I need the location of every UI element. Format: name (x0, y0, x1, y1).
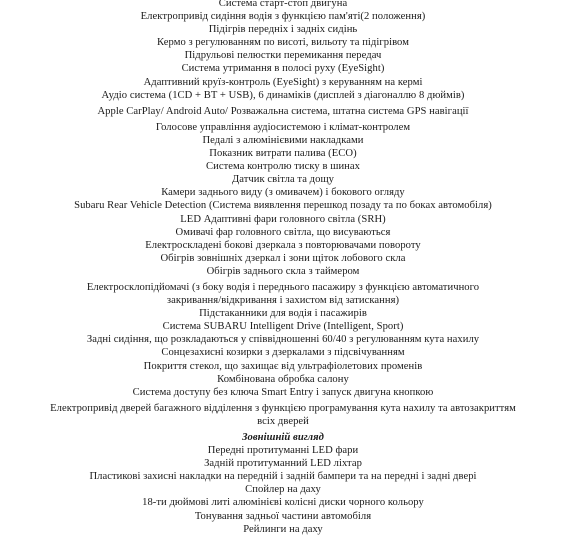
feature-line: Електроскладені бокові дзеркала з повторювачами повороту (145, 239, 421, 251)
feature-line: Показник витрати палива (ECO) (209, 148, 357, 160)
feature-line: Комбінована обробка салону (217, 373, 349, 385)
feature-line: Електросклопідйомачі (з боку водія і переднього пасажиру з функцією автоматичного (86, 281, 480, 293)
feature-line: Підстаканники для водія і пасажирів (199, 308, 367, 320)
feature-line: Subaru Rear Vehicle Detection (Система виявлення перешкод позаду та по боках автомобіля) (74, 200, 492, 212)
feature-line: Електропривід дверей багажного відділення з функцією програмування кута нахилу та автозакриттям (50, 402, 516, 414)
feature-line: Тонування задньої частини автомобіля (194, 510, 372, 522)
feature-line: Обігрів зовнішніх дзеркал і зони щіток лобового скла (160, 252, 406, 264)
feature-line: Голосове управління аудіосистемою і клімат-контролем (155, 121, 411, 133)
feature-line: всіх дверей (257, 415, 309, 427)
feature-line: Система SUBARU Intelligent Drive (Intelligent, Sport) (162, 321, 404, 333)
feature-line: LED Адаптивні фари головного світла (SRH) (180, 213, 386, 225)
feature-line: Задній протитуманний LED ліхтар (204, 458, 362, 470)
feature-line: Система старт-стоп двигуна (218, 0, 348, 9)
feature-line: Система утримання в полосі руху (EyeSight) (181, 63, 385, 75)
feature-line: Передні протитуманні LED фари (207, 445, 359, 457)
feature-line: Обігрів заднього скла з таймером (206, 265, 360, 277)
feature-line: 18-ти дюймові литі алюмінієві колісні диски чорного кольору (142, 497, 424, 509)
feature-line: Система доступу без ключа Smart Entry і запуск двигуна кнопкою (132, 386, 434, 398)
section-heading: Зовнішній вигляд (242, 432, 324, 443)
feature-line: Камери заднього виду (з омивачем) і бокового огляду (161, 187, 405, 199)
feature-line: Аудіо система (1CD + BT + USB), 6 динаміків (дисплей з діагоналлю 8 дюймів) (101, 89, 465, 101)
feature-line: Електропривід сидіння водія з функцією пам'яті(2 положення) (140, 11, 426, 23)
feature-line: Підрульові пелюстки перемикання передач (184, 50, 382, 62)
feature-line: Кермо з регулюванням по висоті, вильоту та підігрівом (157, 37, 409, 49)
feature-line: Задні сидіння, що розкладаються у співвідношенні 60/40 з регулюванням кута нахилу (86, 334, 480, 346)
feature-line: Сонцезахисні козирки з дзеркалами з підсвічуванням (161, 347, 405, 359)
feature-line: Apple CarPlay/ Android Auto/ Розважальна система, штатна система GPS навігації (97, 105, 469, 117)
feature-line: Система контролю тиску в шинах (206, 161, 360, 173)
feature-line: Педалі з алюмінієвими накладками (202, 134, 364, 146)
feature-line: Підігрів передніх і задніх сидінь (208, 24, 358, 36)
feature-line: Пластикові захисні накладки на передній і задній бампери та на передні і задні двері (89, 471, 477, 483)
feature-line: Рейлинги на даху (243, 523, 323, 535)
feature-line: Покриття стекол, що захищає від ультрафіолетових променів (143, 360, 423, 372)
feature-line: Спойлер на даху (245, 484, 321, 496)
feature-line: Адаптивний круїз-контроль (EyeSight) з керуванням на кермі (143, 76, 423, 88)
feature-line: закривання/відкривання і захистом від затискання) (166, 295, 400, 307)
feature-line: Омивачі фар головного світла, що висуваються (175, 226, 391, 238)
feature-line: Датчик світла та дощу (231, 174, 335, 186)
